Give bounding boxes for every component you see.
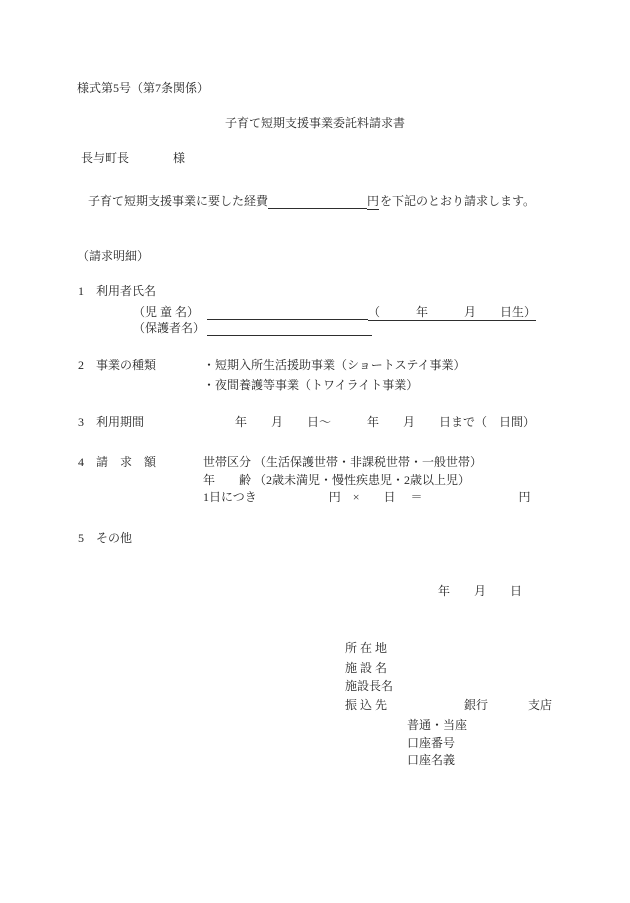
addressee-line xyxy=(0,151,630,166)
account-holder-label: 口座名義 xyxy=(407,753,456,767)
item3-label: 3 利用期間 xyxy=(78,415,145,429)
item1-label: 1 利用者氏名 xyxy=(78,284,157,298)
item2-row1 xyxy=(0,358,630,373)
account-type-label: 普通・当座 xyxy=(407,718,468,732)
item4-row3 xyxy=(0,490,630,505)
request-prefix: 子育て短期支援事業に要した経費 xyxy=(88,194,269,208)
item4-row1 xyxy=(0,455,630,470)
child-name-blank-field xyxy=(207,305,368,320)
bank-suffix-label: 銀行 xyxy=(464,698,489,712)
branch-suffix-label: 支店 xyxy=(528,698,553,712)
transfer-label: 振 込 先 xyxy=(345,698,388,712)
page-title: 子育て短期支援事業委託料請求書 xyxy=(224,116,405,130)
form-number: 様式第5号（第7条関係） xyxy=(77,81,210,95)
guardian-name-label: （保護者名） xyxy=(133,321,206,335)
item2-option-twilight: ・夜間養護等事業（トワイライト事業） xyxy=(203,378,419,392)
item3-period: 年 月 日～ 年 月 日まで（ 日間） xyxy=(235,415,536,429)
addressee-name: 長与町長 xyxy=(81,151,130,165)
child-name-row xyxy=(0,305,630,320)
details-heading: （請求明細） xyxy=(77,249,150,263)
request-unit-yen: 円 xyxy=(367,194,380,208)
transfer-row xyxy=(0,698,630,713)
item5-label: 5 その他 xyxy=(78,531,133,545)
item2-row2 xyxy=(0,378,630,393)
addressee-honorific: 様 xyxy=(173,151,186,165)
guardian-name-row xyxy=(0,321,630,336)
item2-label: 2 事業の種類 xyxy=(78,358,157,372)
item4-row2 xyxy=(0,473,630,488)
sign-facility-label: 施 設 名 xyxy=(345,661,388,675)
request-suffix: を下記のとおり請求します。 xyxy=(380,194,536,208)
date-line: 年 月 日 xyxy=(438,584,523,598)
account-number-label: 口座番号 xyxy=(407,736,456,750)
item4-household-category: 世帯区分 （生活保護世帯・非課税世帯・一般世帯） xyxy=(203,455,483,469)
item4-per-day-formula: 1日につき 円 × 日 ＝ 円 xyxy=(203,490,531,504)
item4-age-category: 年 齢 （2歳未満児・慢性疾患児・2歳以上児） xyxy=(203,473,471,487)
sign-director-label: 施設長名 xyxy=(345,679,394,693)
item2-option-shortstay: ・短期入所生活援助事業（ショートステイ事業） xyxy=(203,358,466,372)
item3-row xyxy=(0,415,630,430)
child-name-label: （児 童 名） xyxy=(133,305,200,319)
amount-blank-field xyxy=(268,194,367,209)
child-birthdate-label: （ 年 月 日生） xyxy=(368,305,537,319)
request-sentence xyxy=(0,194,630,209)
item4-label: 4 請 求 額 xyxy=(78,455,157,469)
sign-address-label: 所 在 地 xyxy=(345,641,388,655)
guardian-name-blank-field xyxy=(207,321,372,336)
